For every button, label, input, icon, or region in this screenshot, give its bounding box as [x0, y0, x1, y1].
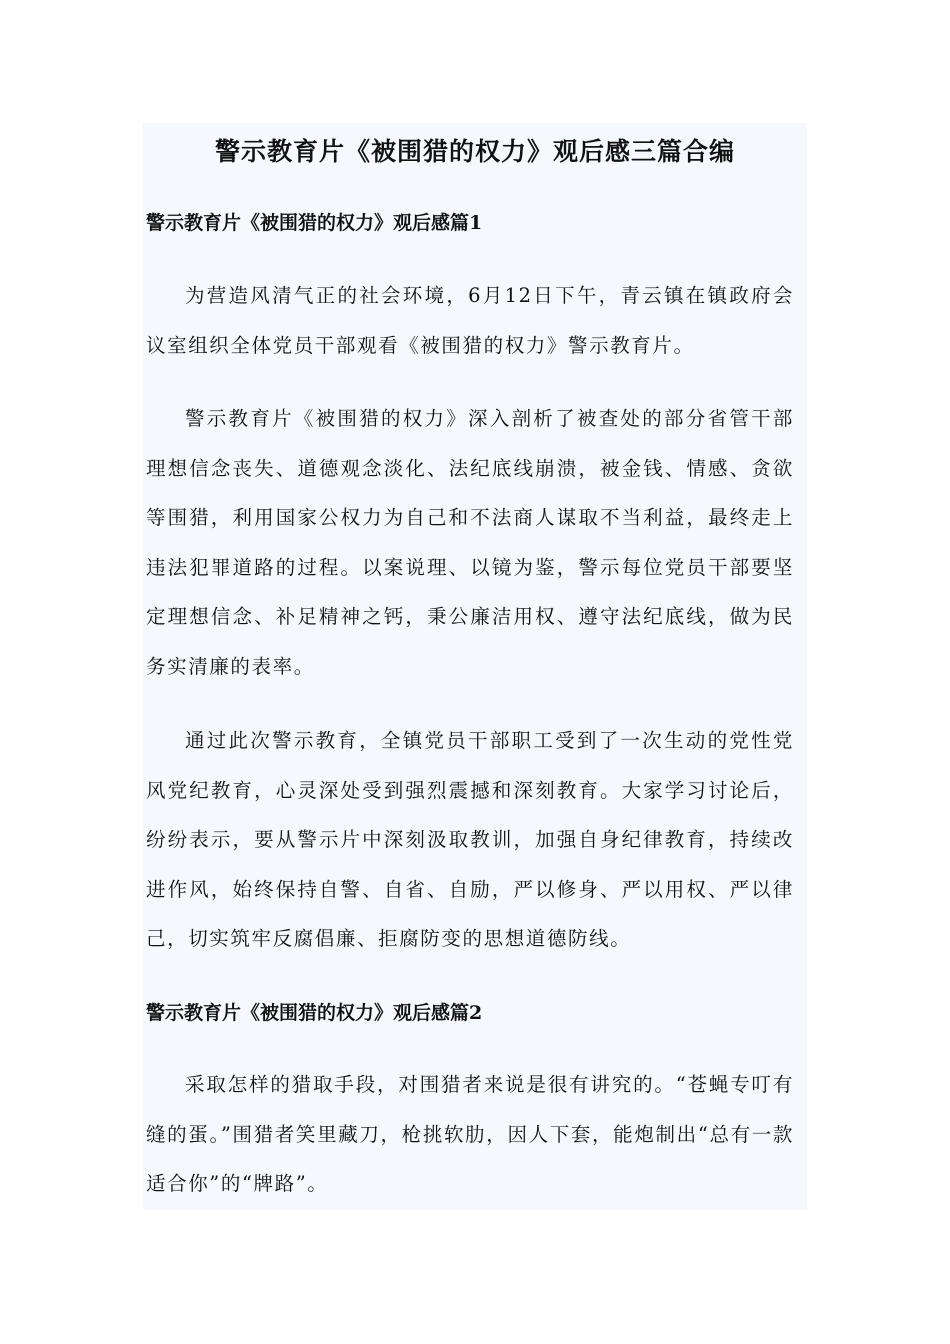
paragraph: 警示教育片《被围猎的权力》深入剖析了被查处的部分省管干部理想信念丧失、道德观念淡化、法纪底线崩溃，被金钱、情感、贪欲等围猎，利用国家公权力为自己和不法商人谋取不当利益，最终走上违法犯罪道路的过程。以案说理、以镜为鉴，警示每位党员干部要坚定理想信念、补足精神之钙，秉公廉洁用权、遵守法纪底线，做为民务实清廉的表率。 — [146, 407, 794, 678]
section-heading-1: 警示教育片《被围猎的权力》观后感篇1 — [146, 212, 483, 234]
paragraph: 为营造风清气正的社会环境，6月12日下午，青云镇在镇政府会议室组织全体党员干部观看《被围猎的权力》警示教育片。 — [146, 284, 794, 357]
document-title: 警示教育片《被围猎的权力》观后感三篇合编 — [214, 137, 735, 166]
section-heading-2: 警示教育片《被围猎的权力》观后感篇2 — [146, 1002, 483, 1024]
paragraph: 通过此次警示教育，全镇党员干部职工受到了一次生动的党性党风党纪教育，心灵深处受到强烈震撼和深刻教育。大家学习讨论后，纷纷表示，要从警示片中深刻汲取教训，加强自身纪律教育，持续改进作风，始终保持自警、自省、自励，严以修身、严以用权、严以律己，切实筑牢反腐倡廉、拒腐防变的思想道德防线。 — [146, 729, 794, 951]
paragraph: 采取怎样的猎取手段，对围猎者来说是很有讲究的。“苍蝇专叮有缝的蛋。”围猎者笑里藏刀，枪挑软肋，因人下套，能炮制出“总有一款适合你”的“牌路”。 — [146, 1073, 794, 1196]
